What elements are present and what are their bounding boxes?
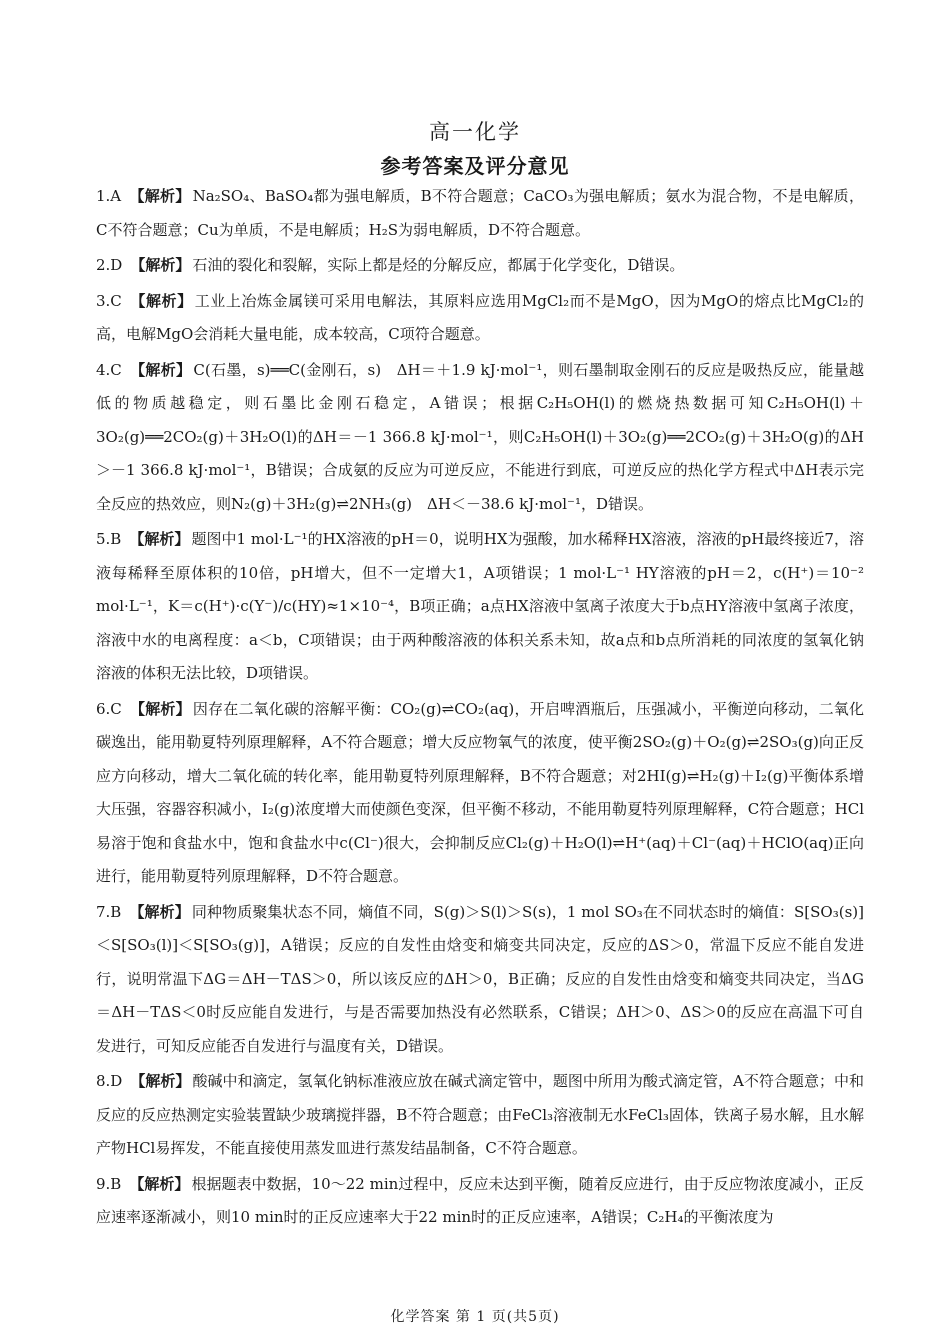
answer-text: 根据题表中数据，10～22 min过程中，反应未达到平衡，随着反应进行，由于反应物浓度减小，正反应速率逐渐减小，则10 min时的正反应速率大于22 min时的正反应速率，A错误；C₂H₄的平衡浓度为 (96, 1174, 864, 1226)
answer-item-2 (96, 249, 864, 283)
answer-text: Na₂SO₄、BaSO₄都为强电解质，B不符合题意；CaCO₃为强电解质；氨水为混合物，不是电解质，C不符合题意；Cu为单质，不是电解质；H₂S为弱电解质，D不符合题意。 (96, 187, 864, 239)
answer-item-6 (96, 693, 864, 894)
answer-item-8 (96, 1065, 864, 1166)
answer-item-7 (96, 896, 864, 1064)
answer-text: 因存在二氧化碳的溶解平衡：CO₂(g)⇌CO₂(aq)，开启啤酒瓶后，压强减小，平衡逆向移动，二氧化碳逸出，能用勒夏特列原理解释，A不符合题意；增大反应物氧气的浓度，使平衡2SO₂(g)＋O₂(g)⇌2SO₃(g)向正反应方向移动，增大二氧化硫的转化率，能用勒夏特列原理解释，B不符合题意；对2HI(g)⇌H₂(g)＋I₂(g)平衡体系增大压强，容器容积减小，I₂(g)浓度增大而使颜色变深，但平衡不移动，不能用勒夏特列原理解释，C符合题意；HCl易溶于饱和食盐水中，饱和食盐水中c(Cl⁻)很大，会抑制反应Cl₂(g)＋H₂O(l)⇌H⁺(aq)＋Cl⁻(aq)＋HClO(aq)正向进行，能用勒夏特列原理解释，D不符合题意。 (96, 699, 864, 885)
answer-number: 9.B (96, 1174, 122, 1193)
answer-item-5 (96, 523, 864, 691)
analysis-tag: 【解析】 (129, 1174, 190, 1193)
page-subtitle: 参考答案及评分意见 (380, 154, 570, 178)
analysis-tag: 【解析】 (129, 530, 190, 548)
answer-number: 6.C (96, 699, 122, 718)
answer-number: 4.C (96, 360, 122, 379)
answer-text: 酸碱中和滴定，氢氧化钠标准液应放在碱式滴定管中，题图中所用为酸式滴定管，A不符合题意；中和反应的反应热测定实验装置缺少玻璃搅拌器，B不符合题意；由FeCl₃溶液制无水FeCl₃固体，铁离子易水解，且水解产物HCl易挥发，不能直接使用蒸发皿进行蒸发结晶制备，C不符合题意。 (96, 1072, 864, 1157)
analysis-tag: 【解析】 (129, 360, 192, 379)
answer-number: 8.D (96, 1072, 123, 1090)
answer-text: C(石墨，s)══C(金刚石，s) ΔH＝＋1.9 kJ·mol⁻¹，则石墨制取金刚石的反应是吸热反应，能量越低的物质越稳定，则石墨比金刚石稳定，A错误；根据C₂H₅OH(l)的燃烧热数据可知C₂H₅OH(l)＋3O₂(g)══2CO₂(g)＋3H₂O(l)的ΔH＝－1 366.8 kJ·mol⁻¹，则C₂H₅OH(l)＋3O₂(g)══2CO₂(g)＋3H₂O(g)的ΔH＞－1 366.8 kJ·mol⁻¹，B错误；合成氨的反应为可逆反应，不能进行到底，可逆反应的热化学方程式中ΔH表示完全反应的热效应，则N₂(g)＋3H₂(g)⇌2NH₃(g) ΔH＜－38.6 kJ·mol⁻¹，D错误。 (96, 360, 864, 513)
analysis-tag: 【解析】 (130, 1072, 191, 1090)
answer-item-1 (96, 180, 864, 247)
answer-item-9 (96, 1168, 864, 1235)
answer-number: 1.A (96, 187, 122, 205)
answer-item-4 (96, 354, 864, 522)
answer-number: 2.D (96, 256, 123, 274)
analysis-tag: 【解析】 (129, 902, 190, 921)
analysis-tag: 【解析】 (129, 187, 191, 205)
answer-text: 同种物质聚集状态不同，熵值不同，S(g)＞S(l)＞S(s)，1 mol SO₃在不同状态时的熵值：S[SO₃(s)]＜S[SO₃(l)]＜S[SO₃(g)]，A错误；反应的自发性由焓变和熵变共同决定，反应的ΔS＞0，常温下反应不能自发进行，说明常温下ΔG＝ΔH－TΔS＞0，所以该反应的ΔH＞0，B正确；反应的自发性由焓变和熵变共同决定，当ΔG＝ΔH－TΔS＜0时反应能自发进行，与是否需要加热没有必然联系，C错误；ΔH＞0、ΔS＞0的反应在高温下可自发进行，可知反应能否自发进行与温度有关，D错误。 (96, 902, 864, 1055)
answer-list (96, 180, 864, 1237)
analysis-tag: 【解析】 (129, 291, 193, 310)
page-title: 高一化学 (429, 120, 521, 144)
answer-item-3 (96, 285, 864, 352)
answer-text: 工业上冶炼金属镁可采用电解法，其原料应选用MgCl₂而不是MgO，因为MgO的熔点比MgCl₂的高，电解MgO会消耗大量电能，成本较高，C项符合题意。 (96, 291, 864, 343)
page-footer: 化学答案 第 1 页(共5页) (390, 1309, 560, 1325)
answer-text: 题图中1 mol·L⁻¹的HX溶液的pH＝0，说明HX为强酸，加水稀释HX溶液，溶液的pH最终接近7，溶液每稀释至原体积的10倍，pH增大，但不一定增大1，A项错误；1 mol·L⁻¹ HY溶液的pH＝2，c(H⁺)＝10⁻² mol·L⁻¹，K＝c(H⁺)·c(Y⁻)/c(HY)≈1×10⁻⁴，B项正确；a点HX溶液中氢离子浓度大于b点HY溶液中氢离子浓度，溶液中水的电离程度：a＜b，C项错误；由于两种酸溶液的体积关系未知，故a点和b点所消耗的同浓度的氢氧化钠溶液的体积无法比较，D项错误。 (96, 530, 864, 682)
answer-number: 3.C (96, 291, 122, 310)
answer-number: 7.B (96, 902, 122, 921)
analysis-tag: 【解析】 (130, 256, 191, 274)
answer-number: 5.B (96, 530, 122, 548)
answer-text: 石油的裂化和裂解，实际上都是烃的分解反应，都属于化学变化，D错误。 (192, 256, 685, 274)
analysis-tag: 【解析】 (129, 699, 191, 718)
